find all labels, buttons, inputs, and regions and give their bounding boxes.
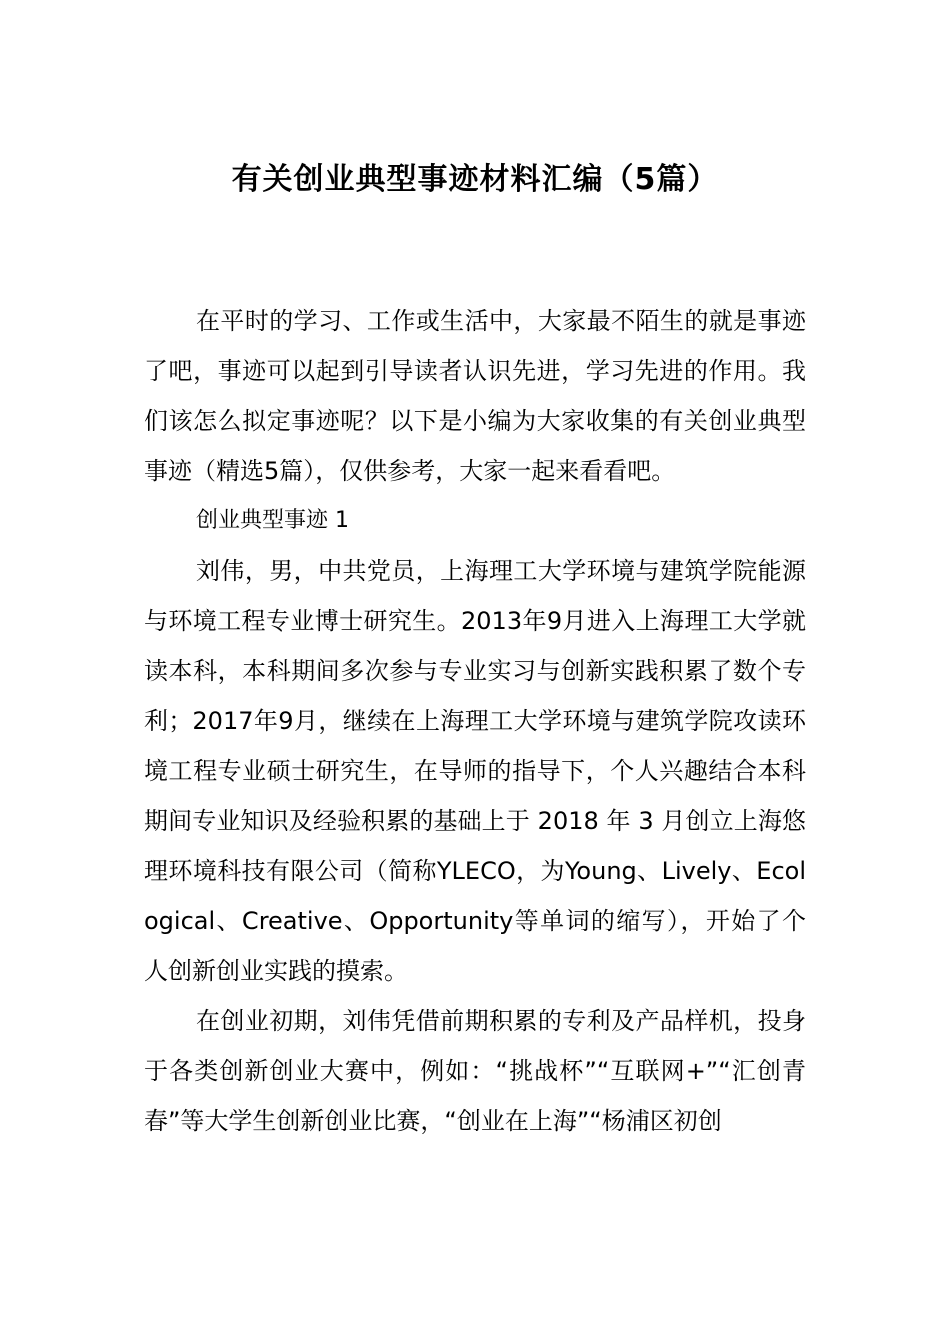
body-paragraph: 在创业初期，刘伟凭借前期积累的专利及产品样机，投身于各类创新创业大赛中，例如：“挑战杯”“互联网+”“汇创青春”等大学生创新创业比赛，“创业在上海”“杨浦区初创: [144, 1007, 806, 1135]
intro-paragraph: 在平时的学习、工作或生活中，大家最不陌生的就是事迹了吧，事迹可以起到引导读者认识先进，学习先进的作用。我们该怎么拟定事迹呢？以下是小编为大家收集的有关创业典型事迹（精选5篇），仅供参考，大家一起来看看吧。: [144, 307, 806, 485]
document-title: 有关创业典型事迹材料汇编（5篇）: [231, 162, 719, 197]
document-body: [144, 296, 806, 1146]
section-heading: 创业典型事迹 1: [196, 508, 349, 533]
body-paragraph: 刘伟，男，中共党员，上海理工大学环境与建筑学院能源与环境工程专业博士研究生。2013年9月进入上海理工大学就读本科，本科期间多次参与专业实习与创新实践积累了数个专利；2017年9月，继续在上海理工大学环境与建筑学院攻读环境工程专业硕士研究生，在导师的指导下，个人兴趣结合本科期间专业知识及经验积累的基础上于 2018 年 3 月创立上海悠理环境科技有限公司（简称YLECO，为Young、Lively、Ecological、Creative、Opportunity等单词的缩写），开始了个人创新创业实践的摸索。: [144, 557, 806, 985]
